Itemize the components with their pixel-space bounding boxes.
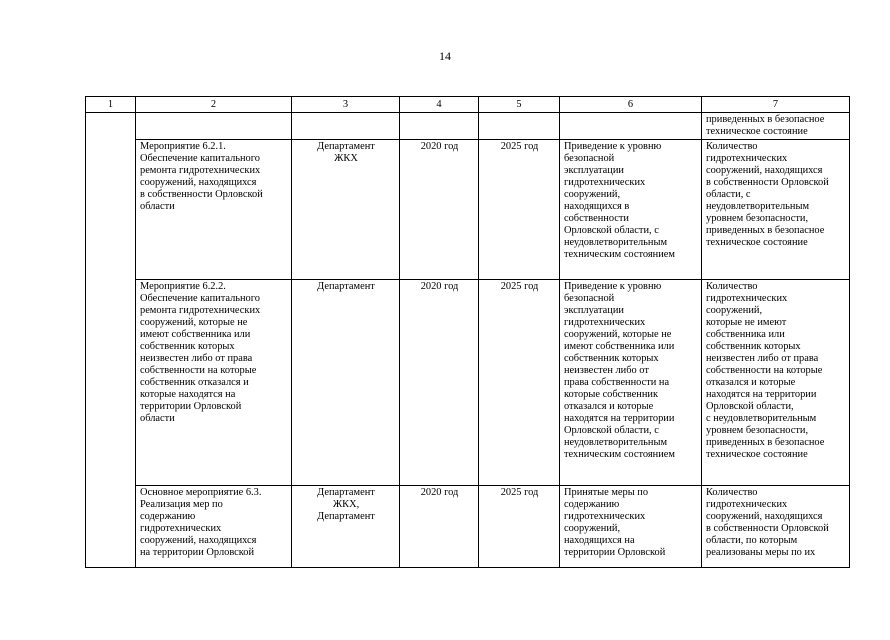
end-year-cell: 2025 год [479,140,560,280]
indicator-cell: приведенных в безопасное техническое состояние [702,113,850,140]
executor-cell [292,113,400,140]
start-year-cell [400,113,479,140]
column-header: 3 [292,97,400,113]
start-year-cell: 2020 год [400,486,479,568]
indicator-cell: Количество гидротехнических сооружений, которые не имеют собственника или собственник которых неизвестен либо от права собственности на которые отказался и которые находятся на территории Орловской области, с неудовлетворительным уровнем безопасности, приведенных в безопасное техническое состояние [702,280,850,486]
executor-cell: Департамент ЖКХ, Департамент [292,486,400,568]
measure-name-cell: Мероприятие 6.2.2. Обеспечение капитального ремонта гидротехнических сооружений, которые не имеют собственника или собственник которых неизвестен либо от права собственности на которые собственник отказался и которые находятся на территории Орловской области [136,280,292,486]
end-year-cell: 2025 год [479,486,560,568]
expected-result-cell [560,113,702,140]
column-header: 1 [86,97,136,113]
expected-result-cell: Принятые меры по содержанию гидротехнических сооружений, находящихся на территории Орловской [560,486,702,568]
table-header-row [86,97,850,113]
table-row [86,280,850,486]
row-number-cell [86,113,136,568]
end-year-cell [479,113,560,140]
page-number: 14 [439,49,451,63]
table-row [86,113,850,140]
start-year-cell: 2020 год [400,280,479,486]
measure-name-cell: Мероприятие 6.2.1. Обеспечение капитального ремонта гидротехнических сооружений, находящихся в собственности Орловской области [136,140,292,280]
end-year-cell: 2025 год [479,280,560,486]
column-header: 7 [702,97,850,113]
column-header: 2 [136,97,292,113]
indicator-cell: Количество гидротехнических сооружений, находящихся в собственности Орловской области, по которым реализованы меры по их [702,486,850,568]
start-year-cell: 2020 год [400,140,479,280]
measure-name-cell [136,113,292,140]
measures-table [85,96,850,568]
executor-cell: Департамент ЖКХ [292,140,400,280]
table-row [86,140,850,280]
table-row [86,486,850,568]
expected-result-cell: Приведение к уровню безопасной эксплуатации гидротехнических сооружений, которые не имеют собственника или собственник которых неизвестен либо от права собственности на которые собственник отказался и которые находятся на территории Орловской области, с неудовлетворительным техническим состоянием [560,280,702,486]
measure-name-cell: Основное мероприятие 6.3. Реализация мер по содержанию гидротехнических сооружений, находящихся на территории Орловской [136,486,292,568]
column-header: 4 [400,97,479,113]
executor-cell: Департамент [292,280,400,486]
indicator-cell: Количество гидротехнических сооружений, находящихся в собственности Орловской области, с неудовлетворительным уровнем безопасности, приведенных в безопасное техническое состояние [702,140,850,280]
expected-result-cell: Приведение к уровню безопасной эксплуатации гидротехнических сооружений, находящихся в собственности Орловской области, с неудовлетворительным техническим состоянием [560,140,702,280]
column-header: 6 [560,97,702,113]
column-header: 5 [479,97,560,113]
